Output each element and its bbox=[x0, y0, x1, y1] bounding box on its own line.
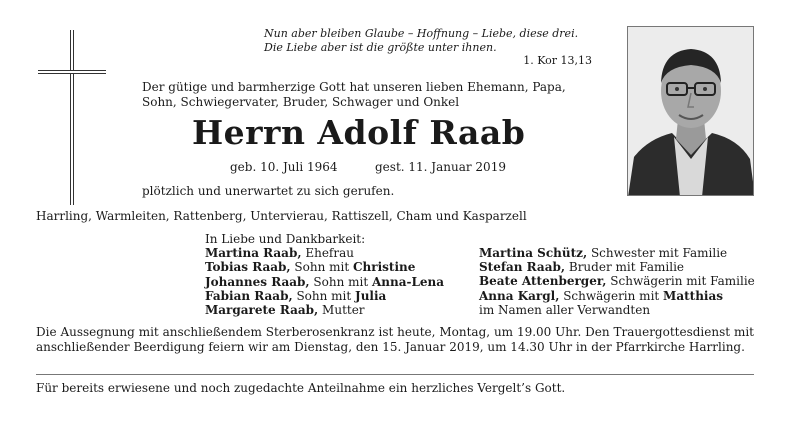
intro-line-2: Sohn, Schwiegervater, Bruder, Schwager und Onkel bbox=[142, 95, 460, 109]
cross-icon bbox=[70, 30, 74, 205]
birth-date: geb. 10. Juli 1964 bbox=[230, 160, 338, 174]
bible-reference: 1. Kor 13,13 bbox=[523, 54, 592, 67]
sudden-text: plötzlich und unerwartet zu sich gerufen. bbox=[142, 184, 395, 198]
mourner-row: Martina Raab, Ehefrau bbox=[205, 246, 354, 261]
death-date: gest. 11. Januar 2019 bbox=[375, 160, 506, 174]
thanks-text: Für bereits erwiesene und noch zugedachte Anteilnahme ein herzliches Vergelt’s Gott. bbox=[36, 381, 566, 395]
mourner-row: im Namen aller Verwandten bbox=[479, 302, 651, 317]
places-list: Harrling, Warmleiten, Rattenberg, Untervierau, Rattiszell, Cham und Kasparzell bbox=[36, 209, 527, 223]
mourner-row: Beate Attenberger, Schwägerin mit Familie bbox=[479, 274, 755, 289]
cross-bar-icon bbox=[38, 70, 106, 74]
mourner-row: Martina Schütz, Schwester mit Familie bbox=[479, 246, 728, 260]
mourner-row: Stefan Raab, Bruder mit Familie bbox=[479, 260, 685, 275]
portrait-photo bbox=[627, 26, 754, 196]
intro-text bbox=[142, 80, 566, 110]
bible-quote-line-1: Nun aber bleiben Glaube – Hoffnung – Liebe, diese drei. bbox=[264, 27, 579, 40]
deceased-name: Herrn Adolf Raab bbox=[192, 113, 526, 152]
mourners-heading: In Liebe und Dankbarkeit: bbox=[205, 232, 366, 246]
funeral-details: Die Aussegnung mit anschließendem Sterberosenkranz ist heute, Montag, um 19.00 Uhr. Den Trauergottesdienst mit anschließender Beerdigung feiern wir am Dienstag, den 15. Januar 2019, um 14.30 Uhr in der Pfarrkirche Harrling. bbox=[36, 325, 754, 354]
intro-line-1: Der gütige und barmherzige Gott hat unseren lieben Ehemann, Papa, bbox=[142, 80, 566, 94]
bible-quote-line-2: Die Liebe aber ist die größte unter ihnen. bbox=[264, 41, 497, 54]
mourner-row: Johannes Raab, Sohn mit Anna-Lena bbox=[205, 274, 445, 289]
mourner-row: Fabian Raab, Sohn mit Julia bbox=[205, 288, 387, 303]
mourner-row: Anna Kargl, Schwägerin mit Matthias bbox=[479, 288, 724, 303]
mourner-row: Tobias Raab, Sohn mit Christine bbox=[205, 260, 416, 275]
mourner-row: Margarete Raab, Mutter bbox=[205, 303, 365, 318]
mourners-left-column bbox=[205, 232, 444, 317]
divider bbox=[36, 374, 754, 375]
mourners-right-column bbox=[479, 246, 755, 317]
